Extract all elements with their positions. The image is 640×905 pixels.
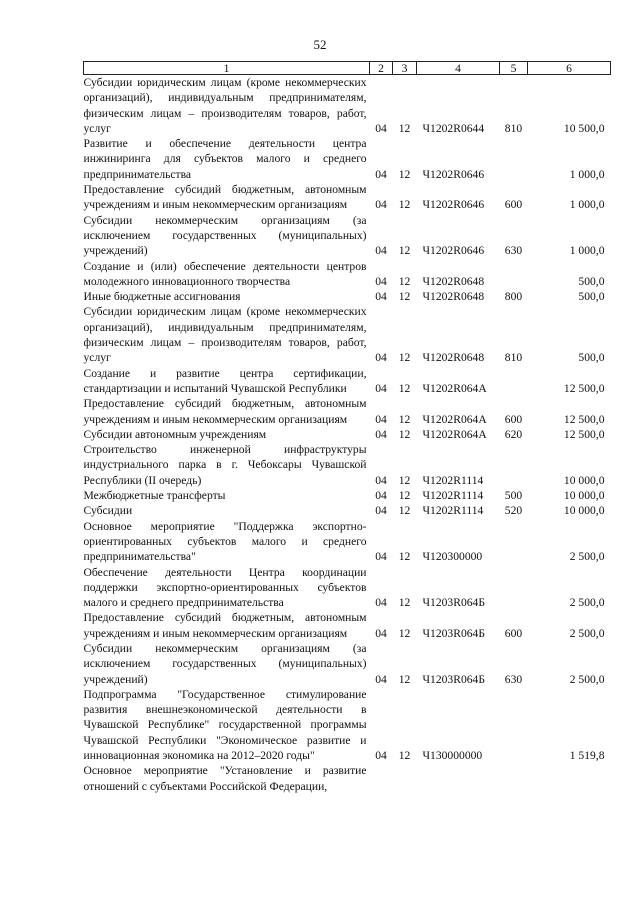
row-expense-type: 630 xyxy=(504,672,523,686)
row-section: 04 xyxy=(375,167,387,181)
row-name: Предоставление субсидий бюджетным, автономным учреждениям и иным некоммерческим организациям xyxy=(83,397,367,426)
row-name: Строительство инженерной инфраструктуры индустриального парка в г. Чебоксары Чувашской Республики (II очередь) xyxy=(83,443,367,487)
row-subsection: 12 xyxy=(398,198,411,212)
row-expense-type: 630 xyxy=(504,244,523,258)
row-target-article: Ч1202R064А xyxy=(422,381,487,395)
table-row xyxy=(84,136,611,182)
table-row xyxy=(84,503,611,518)
row-subsection: 12 xyxy=(398,290,411,304)
row-section: 04 xyxy=(375,381,387,395)
row-name: Субсидии юридическим лицам (кроме некоммерческих организаций), индивидуальным предпринимателям, физическим лицам – производителям товаров, работ, услуг xyxy=(83,76,367,135)
column-header-name: 1 xyxy=(84,62,370,75)
row-target-article: Ч1203R064Б xyxy=(422,596,486,610)
row-subsection: 12 xyxy=(398,596,411,610)
row-section: 04 xyxy=(375,672,387,686)
row-name: Субсидии автономным учреждениям xyxy=(83,427,267,441)
row-amount: 1 000,0 xyxy=(569,198,605,212)
row-name: Межбюджетные трансферты xyxy=(83,489,226,503)
table-row xyxy=(84,565,611,611)
row-amount: 500,0 xyxy=(578,290,605,304)
row-target-article: Ч1202R064А xyxy=(422,427,487,441)
table-row xyxy=(84,519,611,565)
row-name: Создание и развитие центра сертификации, стандартизации и испытаний Чувашской Республики xyxy=(83,366,367,395)
column-header-target-article: 4 xyxy=(417,62,500,75)
row-expense-type: 500 xyxy=(504,489,523,503)
row-amount: 1 519,8 xyxy=(569,749,605,763)
table-row xyxy=(84,488,611,503)
row-amount: 2 500,0 xyxy=(569,626,605,640)
row-amount: 500,0 xyxy=(578,274,605,288)
row-target-article: Ч1202R0648 xyxy=(422,290,485,304)
row-expense-type: 810 xyxy=(504,121,523,135)
row-expense-type: 800 xyxy=(504,290,523,304)
table-row xyxy=(84,289,611,304)
row-name: Основное мероприятие "Поддержка экспортно-ориентированных субъектов малого и среднего предпринимательства" xyxy=(83,519,367,564)
row-name: Обеспечение деятельности Центра координации поддержки экспортно-ориентированных субъектов малого и среднего предпринимательства xyxy=(83,565,367,610)
row-target-article: Ч1202R0646 xyxy=(422,167,485,181)
row-name: Субсидии некоммерческим организациям (за исключением государственных (муниципальных) учреждений) xyxy=(83,213,367,258)
row-target-article: Ч1202R1114 xyxy=(422,473,484,487)
row-amount: 10 000,0 xyxy=(563,473,605,487)
row-section: 04 xyxy=(375,550,387,564)
row-name: Создание и (или) обеспечение деятельности центров молодежного инновационного творчества xyxy=(83,259,367,288)
row-target-article: Ч1202R0648 xyxy=(422,274,485,288)
row-amount: 12 500,0 xyxy=(563,412,605,426)
row-amount: 10 500,0 xyxy=(563,121,605,135)
row-name: Субсидии юридическим лицам (кроме некоммерческих организаций), индивидуальным предпринимателям, физическим лицам – производителям товаров, работ, услуг xyxy=(83,305,367,365)
row-subsection: 12 xyxy=(398,489,411,503)
row-amount: 10 000,0 xyxy=(563,504,605,518)
row-amount: 2 500,0 xyxy=(569,672,605,686)
row-subsection: 12 xyxy=(398,381,411,395)
row-section: 04 xyxy=(375,244,387,258)
row-target-article: Ч120300000 xyxy=(422,550,483,564)
row-target-article xyxy=(417,763,500,794)
row-section: 04 xyxy=(375,489,387,503)
row-subsection: 12 xyxy=(398,672,411,686)
row-expense-type: 810 xyxy=(504,351,523,365)
column-header-expense-type: 5 xyxy=(500,62,528,75)
row-subsection: 12 xyxy=(398,473,411,487)
row-subsection: 12 xyxy=(398,121,411,135)
row-subsection: 12 xyxy=(398,550,411,564)
row-amount xyxy=(528,763,611,794)
row-amount: 12 500,0 xyxy=(563,381,605,395)
row-target-article: Ч1202R064А xyxy=(422,412,487,426)
table-row xyxy=(84,396,611,427)
table-row xyxy=(84,763,611,794)
row-expense-type: 620 xyxy=(504,427,523,441)
row-section: 04 xyxy=(375,626,387,640)
row-subsection: 12 xyxy=(398,749,411,763)
table-row xyxy=(84,427,611,442)
table-row xyxy=(84,641,611,687)
row-target-article: Ч1202R0646 xyxy=(422,198,485,212)
page-number: 52 xyxy=(313,37,327,52)
column-header-subsection: 3 xyxy=(393,62,417,75)
row-amount: 1 000,0 xyxy=(569,244,605,258)
row-section: 04 xyxy=(375,504,387,518)
row-name: Основное мероприятие "Установление и развитие отношений с субъектами Российской Федерации, xyxy=(83,764,367,793)
row-subsection: 12 xyxy=(398,244,411,258)
row-name: Субсидии некоммерческим организациям (за исключением государственных (муниципальных) учреждений) xyxy=(83,641,367,686)
table-body xyxy=(84,75,611,794)
row-section: 04 xyxy=(375,412,387,426)
table-row xyxy=(84,687,611,763)
row-target-article: Ч1202R0648 xyxy=(422,351,485,365)
row-name: Предоставление субсидий бюджетным, автономным учреждениям и иным некоммерческим организациям xyxy=(83,611,367,640)
table-row xyxy=(84,610,611,641)
column-header-section: 2 xyxy=(370,62,393,75)
row-target-article: Ч1203R064Б xyxy=(422,672,486,686)
row-subsection: 12 xyxy=(398,412,411,426)
row-section xyxy=(370,763,393,794)
table-row xyxy=(84,259,611,290)
row-subsection: 12 xyxy=(398,274,411,288)
row-target-article: Ч1202R0644 xyxy=(422,121,485,135)
row-subsection: 12 xyxy=(398,626,411,640)
row-expense-type xyxy=(500,136,528,182)
row-amount: 1 000,0 xyxy=(569,167,605,181)
table-header-row xyxy=(84,62,611,75)
row-section: 04 xyxy=(375,427,387,441)
row-section: 04 xyxy=(375,198,387,212)
budget-table xyxy=(83,61,611,794)
row-subsection xyxy=(393,763,417,794)
row-target-article: Ч130000000 xyxy=(422,749,483,763)
row-subsection: 12 xyxy=(398,167,411,181)
table-row xyxy=(84,182,611,213)
row-name: Предоставление субсидий бюджетным, автономным учреждениям и иным некоммерческим организациям xyxy=(83,183,367,212)
row-subsection: 12 xyxy=(398,351,411,365)
row-section: 04 xyxy=(375,121,387,135)
row-expense-type: 600 xyxy=(504,412,523,426)
row-expense-type xyxy=(500,519,528,565)
table-row xyxy=(84,366,611,397)
row-amount: 500,0 xyxy=(578,351,605,365)
table-row xyxy=(84,304,611,365)
row-section: 04 xyxy=(375,596,387,610)
row-subsection: 12 xyxy=(398,504,411,518)
table-row xyxy=(84,75,611,137)
table-row xyxy=(84,213,611,259)
row-expense-type xyxy=(500,565,528,611)
row-target-article: Ч1202R0646 xyxy=(422,244,485,258)
row-expense-type: 600 xyxy=(504,198,523,212)
row-target-article: Ч1202R1114 xyxy=(422,504,484,518)
row-section: 04 xyxy=(375,274,387,288)
row-name: Субсидии xyxy=(83,504,133,518)
row-expense-type: 600 xyxy=(504,626,523,640)
row-amount: 12 500,0 xyxy=(563,427,605,441)
row-expense-type xyxy=(500,366,528,397)
row-expense-type xyxy=(500,687,528,763)
column-header-amount: 6 xyxy=(528,62,611,75)
row-section: 04 xyxy=(375,290,387,304)
row-name: Развитие и обеспечение деятельности центра инжиниринга для субъектов малого и среднего предпринимательства xyxy=(83,137,367,181)
row-amount: 2 500,0 xyxy=(569,596,605,610)
row-target-article: Ч1203R064Б xyxy=(422,626,486,640)
row-expense-type xyxy=(500,259,528,290)
row-target-article: Ч1202R1114 xyxy=(422,489,484,503)
row-amount: 10 000,0 xyxy=(563,489,605,503)
row-expense-type: 520 xyxy=(504,504,523,518)
row-section: 04 xyxy=(375,351,387,365)
row-expense-type xyxy=(500,442,528,488)
row-expense-type xyxy=(500,763,528,794)
row-section: 04 xyxy=(375,473,387,487)
row-name: Иные бюджетные ассигнования xyxy=(83,290,241,304)
table-row xyxy=(84,442,611,488)
row-section: 04 xyxy=(375,749,387,763)
row-name: Подпрограмма "Государственное стимулирование развития внешнеэкономической деятельности в Чувашской Республике" государственной программы Чувашской Республики "Экономическое развитие и инновационная экономика на 2012–2020 годы" xyxy=(83,687,367,763)
row-subsection: 12 xyxy=(398,427,411,441)
row-amount: 2 500,0 xyxy=(569,550,605,564)
